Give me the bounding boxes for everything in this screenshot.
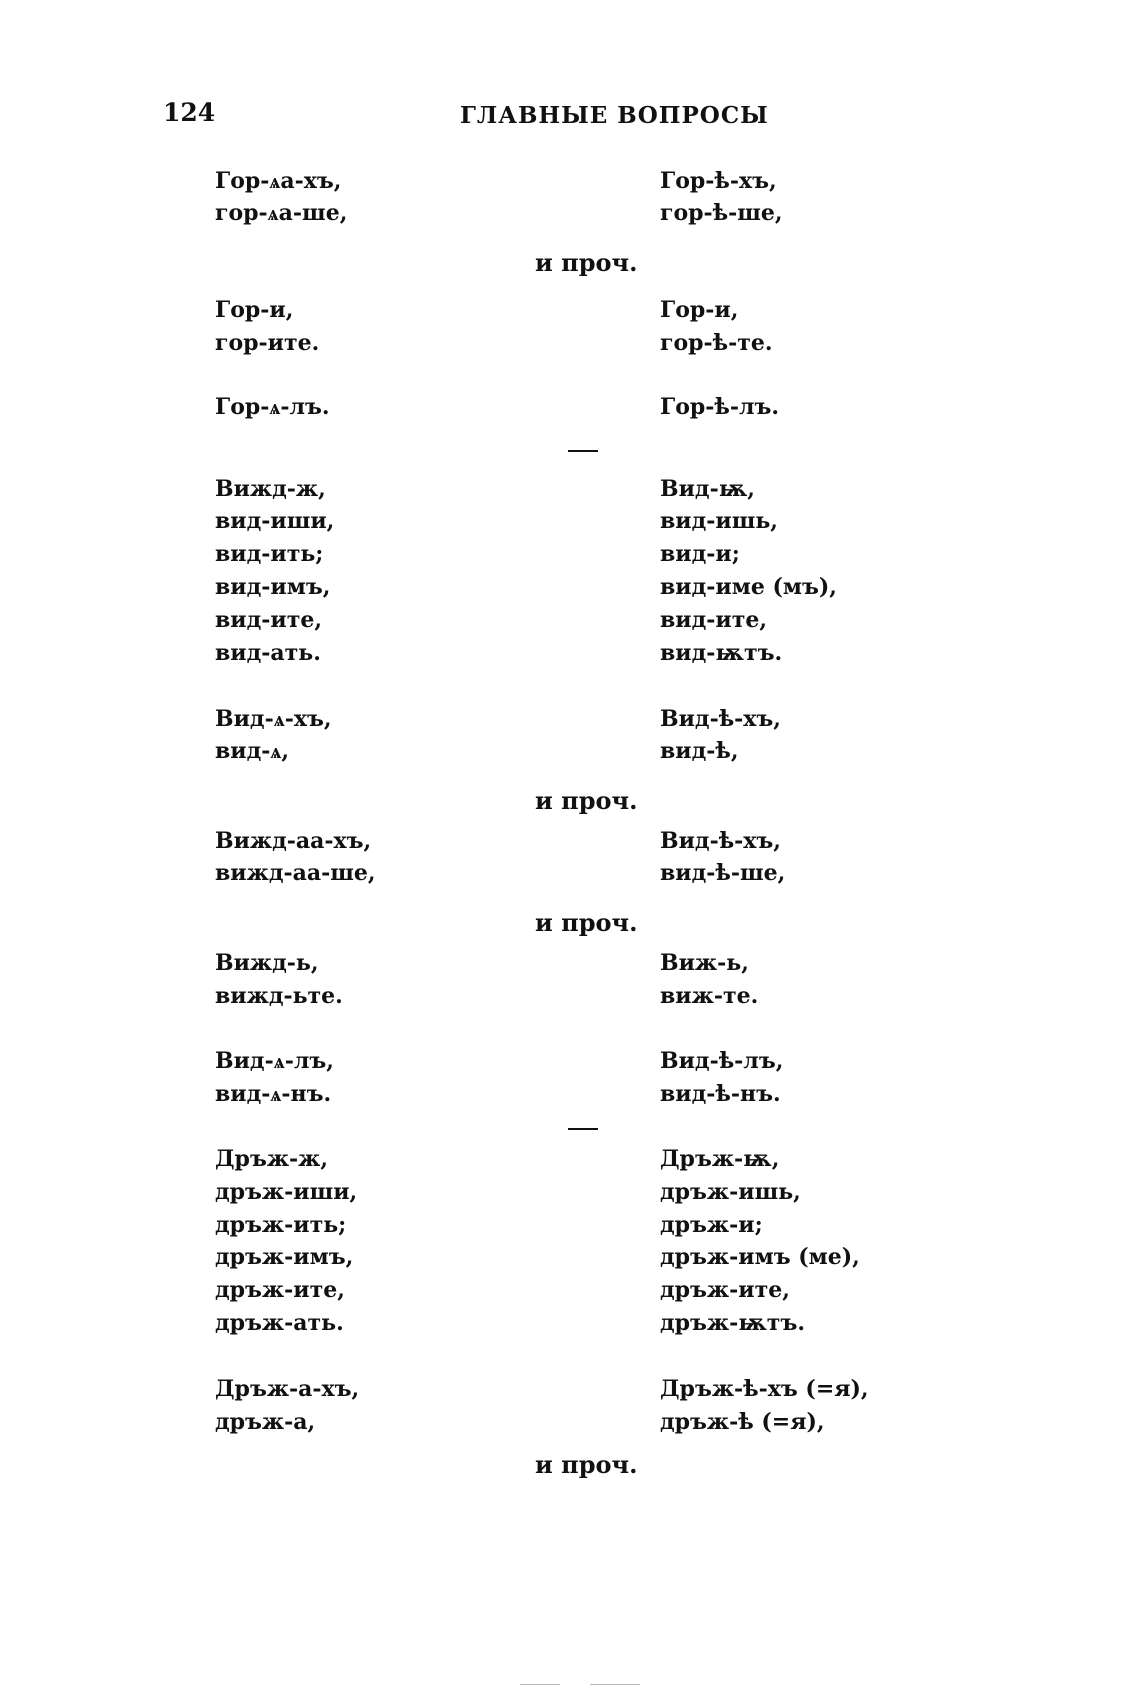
form-left: дръж-имъ, (215, 1244, 354, 1270)
form-left: Вижд-ь, (215, 950, 319, 976)
form-right: вид-ѭтъ. (660, 640, 783, 666)
form-left: дръж-ите, (215, 1277, 345, 1303)
form-left: вид-ать. (215, 640, 321, 666)
form-right: гор-ѣ-ше, (660, 200, 783, 226)
form-right: вид-ѣ, (660, 738, 739, 764)
form-left: Гор-ѧ-лъ. (215, 394, 330, 420)
footer-mark (520, 1684, 560, 1685)
form-left: дръж-ить; (215, 1212, 347, 1238)
form-right: дръж-имъ (ме), (660, 1244, 860, 1270)
form-right: Виж-ь, (660, 950, 749, 976)
form-left: дръж-иши, (215, 1179, 358, 1205)
form-left: Вижд-ж, (215, 476, 326, 502)
section-divider (568, 450, 598, 452)
form-right: Вид-ѣ-хъ, (660, 828, 781, 854)
form-right: Гор-ѣ-хъ, (660, 168, 777, 194)
form-left: гор-ѧа-ше, (215, 200, 348, 226)
running-head: ГЛАВНЫЕ ВОПРОСЫ (460, 102, 769, 129)
section-divider (568, 1128, 598, 1130)
form-right: Вид-ѣ-лъ, (660, 1048, 784, 1074)
form-left: гор-ите. (215, 330, 320, 356)
form-right: вид-ѣ-ше, (660, 860, 786, 886)
form-right: вид-ите, (660, 607, 768, 633)
footer-mark (590, 1684, 640, 1685)
form-left: вид-ите, (215, 607, 323, 633)
form-left: вид-имъ, (215, 574, 331, 600)
form-left: Вид-ѧ-хъ, (215, 706, 332, 732)
form-left: Вид-ѧ-лъ, (215, 1048, 334, 1074)
form-left: дръж-ать. (215, 1310, 344, 1336)
form-right: дръж-ишь, (660, 1179, 801, 1205)
form-left: вижд-аа-ше, (215, 860, 376, 886)
form-right: Дръж-ѣ-хъ (=я), (660, 1376, 869, 1402)
form-right: дръж-и; (660, 1212, 763, 1238)
form-right: Гор-ѣ-лъ. (660, 394, 780, 420)
form-left: Гор-и, (215, 297, 294, 323)
form-left: Дръж-ж, (215, 1146, 329, 1172)
form-right: Дръж-ѭ, (660, 1146, 780, 1172)
form-right: Гор-и, (660, 297, 739, 323)
form-right: вид-и; (660, 541, 740, 567)
form-left: вид-иши, (215, 508, 335, 534)
form-right: вид-ишь, (660, 508, 778, 534)
page-number: 124 (163, 98, 216, 127)
form-left: вижд-ьте. (215, 983, 343, 1009)
form-right: вид-ѣ-нъ. (660, 1081, 781, 1107)
etc-line: и проч. (535, 1450, 638, 1479)
form-left: дръж-а, (215, 1409, 316, 1435)
form-right: дръж-ѣ (=я), (660, 1409, 825, 1435)
form-left: Гор-ѧа-хъ, (215, 168, 342, 194)
form-left: Вижд-аа-хъ, (215, 828, 372, 854)
form-right: дръж-ите, (660, 1277, 790, 1303)
form-left: вид-ить; (215, 541, 324, 567)
etc-line: и проч. (535, 908, 638, 937)
form-left: вид-ѧ, (215, 738, 290, 764)
form-right: Вид-ѭ, (660, 476, 755, 502)
form-right: дръж-ѭтъ. (660, 1310, 805, 1336)
form-right: Вид-ѣ-хъ, (660, 706, 781, 732)
etc-line: и проч. (535, 786, 638, 815)
form-right: вид-име (мъ), (660, 574, 837, 600)
form-right: гор-ѣ-те. (660, 330, 773, 356)
form-left: вид-ѧ-нъ. (215, 1081, 332, 1107)
etc-line: и проч. (535, 248, 638, 277)
form-left: Дръж-а-хъ, (215, 1376, 360, 1402)
form-right: виж-те. (660, 983, 759, 1009)
